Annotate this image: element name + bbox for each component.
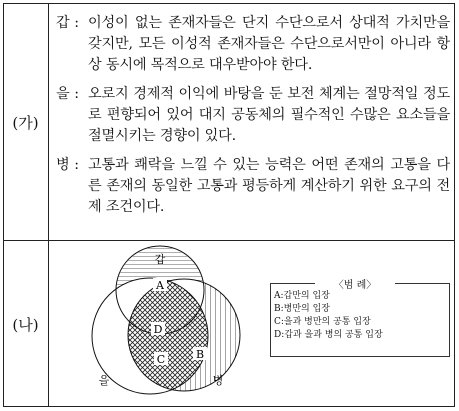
speech-text: 고통과 쾌락을 느낄 수 있는 능력은 어떤 존재의 고통을 다른 존재의 동일한 고통과 평등하게 계산하기 위한 요구의 전제 조건이다. [88, 157, 450, 215]
legend-item-b: B:병만의 입장 [274, 304, 330, 314]
speaker-label: 을 : [56, 86, 79, 102]
speech-text: 오로지 경제적 이익에 바탕을 둔 보전 체계는 절망적일 정도로 편향되어 있어 대지 공동체의 필수적인 수많은 요소들을 절멸시키는 경향이 있다. [88, 86, 450, 144]
legend-list [274, 290, 383, 342]
legend-item-a: A:갑만의 입장 [274, 291, 330, 301]
region-label-b: B [195, 348, 205, 361]
speaker-label: 병 : [56, 157, 79, 173]
row-label-na: (나) [12, 316, 39, 334]
circle-label-eul: 을 [98, 374, 110, 387]
circle-label-byeong: 병 [212, 374, 224, 387]
region-label-c: C [156, 353, 166, 366]
legend-item-d: D:갑과 을과 병의 공통 입장 [274, 330, 383, 340]
speaker-label: 갑 : [56, 15, 79, 31]
row-label-ga: (가) [12, 114, 39, 132]
region-label-a: A [156, 279, 164, 292]
region-label-d: D [153, 323, 163, 336]
circle-label-gap: 갑 [154, 253, 166, 266]
speech-text: 이성이 없는 존재자들은 단지 수단으로서 상대적 가치만을 갖지만, 모든 이성적 존재자들은 수단으로서만이 아니라 항상 동시에 목적으로 대우받아야 한다. [88, 15, 450, 73]
legend-title: 〈범 례〉 [315, 276, 395, 291]
legend-item-c: C:을과 병만의 공통 입장 [274, 317, 371, 327]
